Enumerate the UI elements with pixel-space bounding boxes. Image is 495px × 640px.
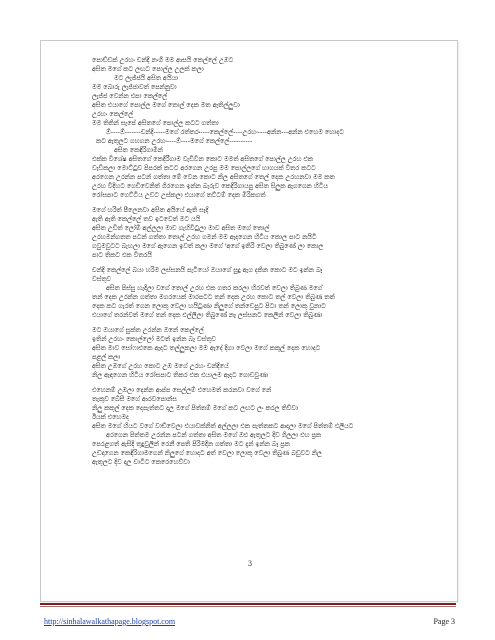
text-line: මගේ හරිත් පීලෙනවා අසිත අයියේ ඇති සෑදි (92, 206, 209, 214)
text-line: අසිත උඹගේ උරහ කොට උඹ මගේ උරහං චන්දියේ (92, 362, 229, 370)
text-line: පොඩ්ඩක් උරහං චන්දි නංගී මම ආසයි කෙල්ලේ උඹට (92, 56, 234, 64)
text-line: රෝසපාට ගෙට්ටිය උඩට උස්කලා එයාගේ තට්ටම් දෙක මිරිකගත් (92, 191, 266, 199)
text-line: මම බොරු ලැජ්ජාවත් පෙන්නුවා (92, 83, 177, 91)
text-line: මට ලැජ්ජයි අසිත අයියා (114, 74, 179, 82)
text-line: අසිත මාව සෝෆාඑකෙ ඇදට තල්ලුකලා මම ඇදේ දිගා වෙලා මගේ කකුල් දෙක හොදට (92, 344, 321, 352)
text-line: එක්ක විශේෂ අසිතගේ කෙදිරීගාම වැඩිවීන කොට මමත් අසිතගේ පොල්ල උරහ එක (92, 155, 313, 163)
footer-rule-thin (40, 606, 456, 607)
text-line: නිලු කකුල් දෙක දෙපැත්තට දාල මගේ පිත්තම් මගේ කට ලඟට ලං කරල තිව්වා (92, 404, 298, 412)
text-line: පළල් කලා (92, 353, 121, 361)
text-line: පෙරළගත් ඇසිදි තුදුවුලින් රෙනී පෙති පිරිමදින ගත්තා මට දැන් ඉන්න බෑ ප්‍රක (92, 440, 290, 448)
footer-page-label: Page 3 (433, 617, 455, 626)
text-line: පාට තිකට එක විතරයි (92, 251, 152, 259)
text-line: ඇතුලට දිව දාල චාටිට කෙරෙහෙව්වා (92, 458, 190, 466)
text-line: වස්තුව (92, 275, 111, 283)
footer-rule (40, 603, 456, 605)
text-line: මම තිතින් සැපේ අසිතගේ පොල්ල කටට ගත්තා (92, 119, 219, 127)
text-line: තැකුව බේසී මගේ ආරවපොන්ස (92, 395, 177, 403)
text-line: කට ඇතුලට ගහගන උරහං----ඕ----මගේ කෙල්ලේ---------- (96, 137, 253, 145)
text-line: අසිත මගේ හියට වගේ වාඩ්වෙලා එයාවක්නිත් අල්ලලා එක පැත්තකට ආදලා මගේ පිත්තම් එලියට (92, 422, 354, 430)
text-line: උරහමන්ගතත පටන් ගත්තා තොල් උරහ ගමන් මම ඇදගෙන හිටිය කොල පාට නයිටි (92, 233, 317, 241)
text-line: එයාගේ තරන්වත් මගේ තන් දෙක එල්ලිලා තිබුණේ නෑ ලස්සනට කෙලින් වෙලා තිබුණා (92, 311, 323, 319)
text-line: අසිත එයාගේ පොල්ල මගේ තොල් දෙක මත ඇතිල්ලුවා (92, 101, 240, 109)
footer-blog-link[interactable]: http://sinhalawalkathapage.blogspot.com (44, 617, 176, 626)
text-line: එහෙනම් උඹලා දෙන්න ආප්ප සෙල්ලම් එහෙමත් කරනවා වගේ නේ (92, 386, 272, 394)
text-line: දෙක කට ගැරත් ගෙන ලොකු වෙලා හයිටුණා නිලුගේ තන්ඩෙපුට පිටා තන් ලොකු වුනාට (92, 302, 326, 310)
text-line: චන්දි කෙල්ලේ බයා හරිම ලස්සනයි පැටියෝ ඔයාගේ සුදු ඇග දකින කොට මට ඉන්න බෑ (92, 266, 323, 274)
body-text (92, 56, 442, 467)
text-line: වැඩිකලා මොට්ටුව පිපරක් කටට අරගෙන උරපු මම පොල්ලගේ හාගයක් විතර කටට (92, 164, 316, 172)
text-line: ලැජ්ජ වෙන්න එපා කෙල්ලේ (92, 92, 168, 100)
text-line: උඩදාගෙන කෙඳිරිගාමගෙන් නිලුගේ හොදට අත් වෙලා ලොකු වෙලා තිබුණ බඩුවට නිල (92, 449, 322, 457)
text-line: ඊයක් එහෙමද (92, 413, 129, 421)
text-line: ඕ----ඕ-------චන්දි-----මගේ රත්තරං----කෙල්ලේ----උරහං----අන්න---අන්න එහෙම හොදට (106, 128, 344, 136)
text-line: ඉතින් උරහං කොල්ලෝ මටත් ඉන්න බෑ වස්තුව (92, 335, 216, 343)
text-line: මට ඔයාගේ සුක්ත උරන්න ඔනේ කෙල්ලේ (92, 326, 204, 334)
text-line: උරහං කෙල්ලේ (92, 110, 134, 118)
text-line: තන් දෙක උරන්න ගත්තා මගරයෙක් මාරපටට තන් දෙක උරහ කොට තල් වෙලා තිබුණ තත් (92, 293, 335, 301)
text-line: නිල ඇඳගෙන හිටිය රෝසපාට තිකර එක එයාලම ඇදට ගොඩවුණා (92, 371, 269, 379)
text-line: අසිත පිස්සු හැදිලා වගේ තොල් උරහ එක ගතර කරලා හිරවත් වෙලා තිබුණ මගේ (106, 284, 323, 292)
text-line: අසිත කෙඳිරිගාමින් (114, 146, 163, 154)
text-line: අරගෙන උරන්න පටන් ගත්තා මේ වෙන කොට නිල අසිතගේ තෙල් දෙක උරහනවා මම කත (92, 173, 335, 181)
text-line: අසිත උඩිත් ලෝම් අල්ලලා මාව ගැහිවිටුලා මාව අසිත මගේ තොල් (92, 224, 270, 232)
text-line: අරගෙන පිත්තම උරන්න පටන් ගත්තා අසිත මගේ ඔළු ඇතුලට දිව ගිලලා එහ ප්‍රක (106, 431, 322, 439)
page-number: 3 (247, 560, 253, 568)
text-line: ගවුමවුටට බැහලා මගේ ඇගෙන ඉවත් කලා මගේ 'අගේ ඉතිරි වෙලා තිබුණේ ලා කොල (92, 242, 324, 250)
text-line: උරහ විදිහට ගෙඩිවෙනිත් ගිරගෙන ඉන්න බැරුව කෙදිරිගායපු අසිත සිලුක ඇගගෙන හිටිය (92, 182, 328, 190)
text-line: ඇති ඇති කෙල්ලේ තව ඉටවෙත් මට යයි (92, 215, 201, 223)
text-line: අසිත මගේ කට ලඟට පොල්ල උලක් කලා (92, 65, 204, 73)
